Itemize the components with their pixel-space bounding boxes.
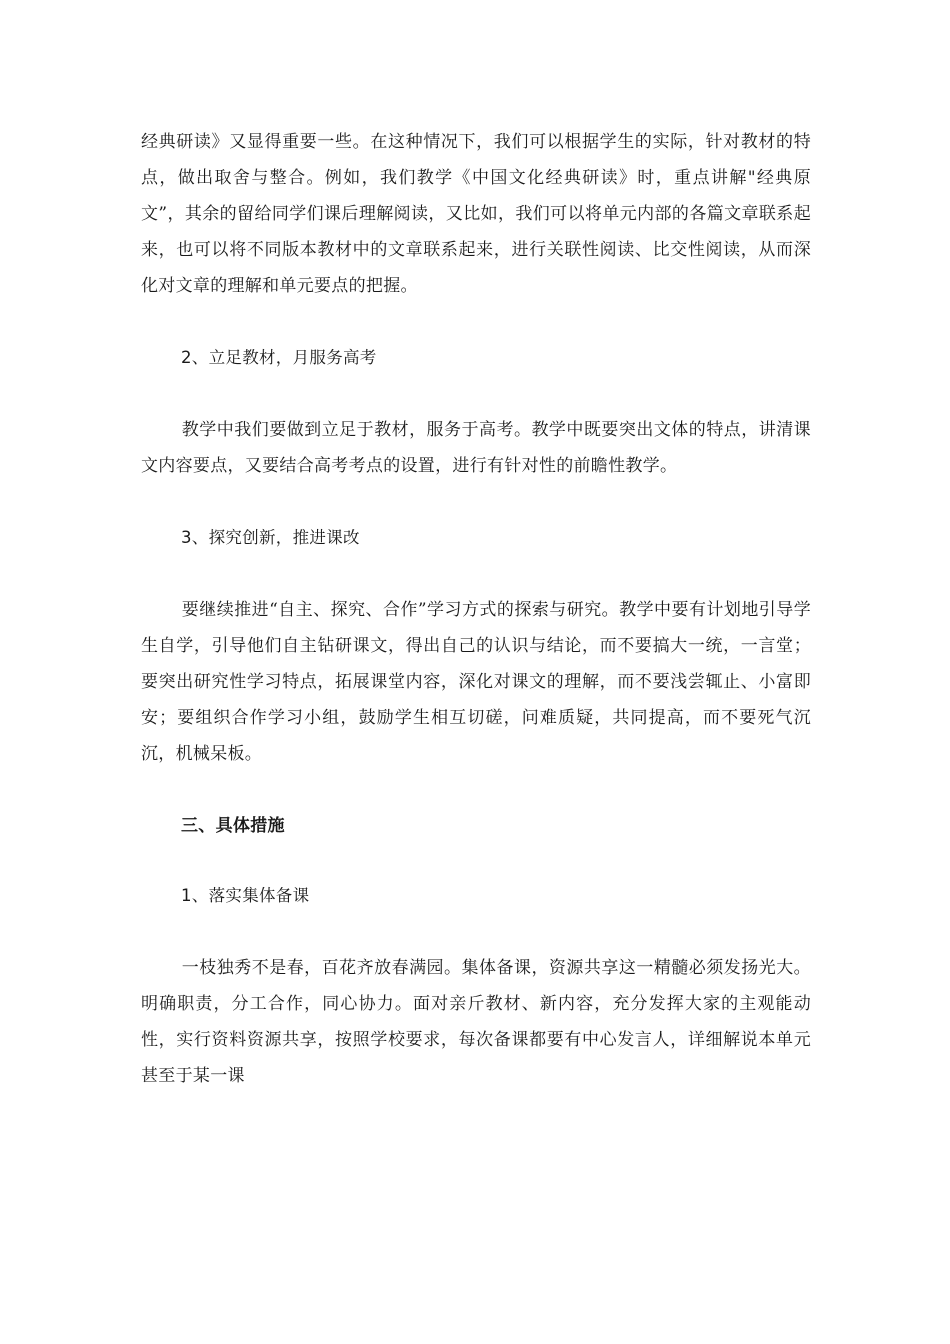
spacer [141,772,811,808]
spacer [141,376,811,412]
spacer [141,484,811,520]
paragraph-classics-integration: 经典研读》又显得重要一些。在这种情况下，我们可以根据学生的实际，针对教材的特点，做出取舍与整合。例如，我们教学《中国文化经典研读》时，重点讲解"经典原文”，其余的留给同学们课后理解阅读，又比如，我们可以将单元内部的各篇文章联系起来，也可以将不同版本教材中的文章联系起来，进行关联性阅读、比交性阅读，从而深化对文章的理解和单元要点的把握。 [141,132,811,296]
subheading-collective-prep: 1、落实集体备课 [181,886,310,905]
paragraph-collective-prep: 一枝独秀不是春，百花齐放春满园。集体备课，资源共享这一精髓必须发扬光大。明确职责，分工合作，同心协力。面对亲斤教材、新内容，充分发挥大家的主观能动性，实行资料资源共享，按照学校要求，每次备课都要有中心发言人，详细解说本单元甚至于某一课 [141,958,811,1086]
spacer [141,844,811,878]
spacer [141,304,811,340]
paragraph-explore-innovate: 要继续推进“自主、探究、合作”学习方式的探索与研究。教学中要有计划地引导学生自学，引导他们自主钻研课文，得出自己的认识与结论，而不要搞大一统，一言堂；要突出研究性学习特点，拓展课堂内容，深化对课文的理解，而不要浅尝辄止、小富即安；要组织合作学习小组，鼓励学生相互切磋，问难质疑，共同提高，而不要死气沉沉，机械呆板。 [141,600,811,764]
subheading-textbook-exam: 2、立足教材，月服务高考 [181,348,377,367]
subheading-explore-innovate: 3、探究创新，推进课改 [181,528,360,547]
spacer [141,556,811,592]
spacer [141,914,811,950]
section-heading-measures: 三、具体措施 [181,816,285,836]
document-body [141,124,811,1094]
paragraph-textbook-exam: 教学中我们要做到立足于教材，服务于高考。教学中既要突出文体的特点，讲清课文内容要点，又要结合高考考点的设置，进行有针对性的前瞻性教学。 [141,420,811,476]
